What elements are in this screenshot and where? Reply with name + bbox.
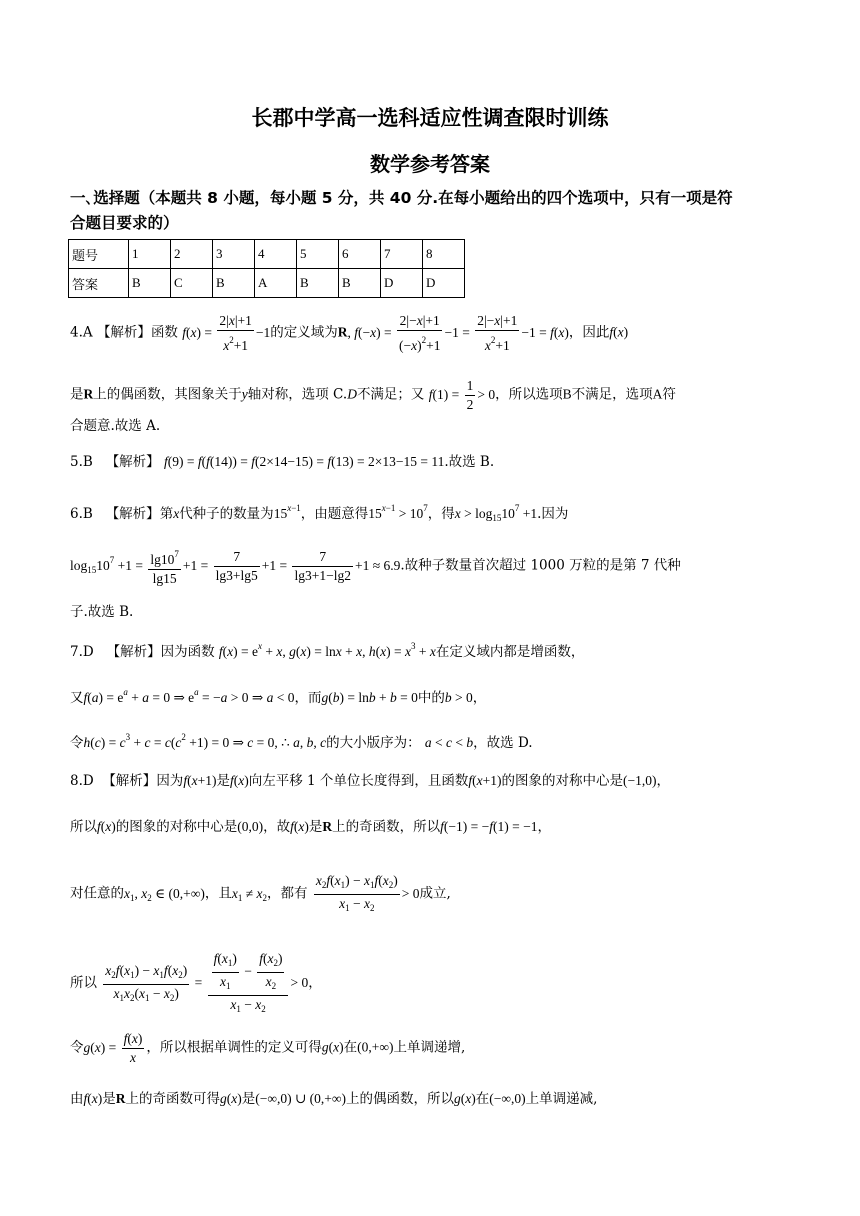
q5-tag: 【解析】 — [105, 454, 160, 470]
q4-text: 轴对称，选项 C. — [247, 386, 348, 403]
q8-text: 所以 — [70, 819, 97, 835]
q7-text: 的大小版序为： — [326, 735, 421, 751]
q8-line1: 8.D 【解析】因为f(x+1)是f(x)向左平移 1 个单位长度得到，且函数f(x+1)的图象的对称中心是(−1,0)， — [70, 773, 670, 789]
q8-text: 的图象的对称中心是 — [115, 819, 238, 835]
q4-text: 不满足；又 — [356, 386, 425, 403]
row-label: 答案 — [69, 269, 129, 298]
fraction: $\frac{2|-x|+1}{x^2+1}$ — [477, 313, 518, 353]
q4-text: 符 — [662, 386, 676, 403]
q6-text: 代种子的数量为 — [179, 506, 274, 522]
q8-text: 上的奇函数可得 — [125, 1091, 221, 1107]
q6-text: ，得 — [427, 506, 455, 522]
q6-text: .故种子数量首次超过 1000 万粒的是第 7 代种 — [400, 557, 681, 574]
table-cell: B — [297, 269, 339, 298]
fraction: $\frac{f(x)}{x}$ — [123, 1031, 143, 1065]
fraction: $\frac{7}{\lg 3+\lg 5}$ — [215, 549, 258, 583]
q8-text: 上单调递增, — [393, 1039, 466, 1056]
table-cell: 7 — [381, 240, 423, 269]
q6-text: 第 — [159, 506, 174, 522]
table-cell: 1 — [129, 240, 171, 269]
q4-tag: 【解析】 — [96, 324, 151, 341]
q8-text: 向左平移 1 个单位长度得到，且函数 — [248, 773, 469, 789]
fraction: $\frac{\lg 10^7}{\lg 15}$ — [148, 545, 181, 588]
q7-tag: 【解析】 — [106, 644, 161, 660]
q4-text: ，因此 — [568, 324, 610, 341]
q6-text: ，由题意得 — [300, 506, 369, 522]
q8-text: ，故 — [263, 819, 291, 835]
q8-line3: 对任意的$x_1$, $x_2$ ∈ (0,+∞)，且$x_1 \ne x_2$，都有 $\frac{x_2f(x_1) - x_1f(x_2)}{x_1 - x_2}$ > 0成立, — [70, 872, 451, 917]
q7-text: 又 — [70, 690, 84, 706]
table-cell: 4 — [255, 240, 297, 269]
q7-text: 令 — [70, 735, 84, 751]
table-cell: 2 — [171, 240, 213, 269]
q4-line3: 合题意.故选 A. — [70, 418, 161, 434]
q6-line1: 6.B 【解析】第x代种子的数量为$15^{x-1}$，由题意得$15^{x-1} > 10^7$，得$x > \log_{15}10^7 +1$.因为 — [70, 503, 569, 523]
fraction: $\frac{x_2f(x_1) - x_1f(x_2)}{x_1 - x_2}$ — [315, 873, 398, 913]
q7-line1: 7.D 【解析】因为函数 $f(x) = e^x + x$, g(x) = lnx + x, $h(x) = x^3 + x$在定义域内都是增函数， — [70, 641, 585, 660]
q8-text: 是 — [102, 1091, 116, 1107]
q7-line3: 令$h(c) = c^3 + c = c(c^2 +1) = 0$ ⇒ c = 0, ∴ a, b, c的大小版序为： a < c < b，故选 D. — [70, 732, 533, 751]
q7-text: 中的 — [417, 690, 445, 706]
q8-text: 成立, — [419, 885, 451, 902]
table-row — [69, 269, 465, 298]
page-title: 长郡中学高一选科适应性调查限时训练 — [251, 106, 609, 130]
q8-text: 上的偶函数，所以 — [346, 1091, 455, 1107]
fraction: $\frac{x_2f(x_1) - x_1f(x_2)}{x_1x_2(x_1 - x_2)}$ — [105, 962, 188, 1003]
q4-text: 的定义域为 — [270, 324, 338, 341]
q7-line2: 又$f(a) = e^a + a = 0$ ⇒ $e^a = -a > 0$ ⇒ a < 0，而g(b) = lnb + b = 0中的b > 0， — [70, 687, 487, 706]
answer-table — [68, 239, 465, 298]
q8-line2: 所以f(x)的图象的对称中心是(0,0)，故f(x)是R上的奇函数，所以f(−1) = −f(1) = −1， — [70, 819, 551, 835]
formula: f(x) = $\frac{2|x|+1}{x^2+1}$ −1 — [182, 313, 271, 353]
q6-tag: 【解析】 — [105, 506, 160, 522]
fraction: $\frac{f(x_1)}{x_1}$ − $\frac{f(x_2)}{x_2}$ $x_1 - x_2$ — [208, 950, 289, 1018]
q8-text: 在 — [343, 1039, 358, 1056]
section-heading — [70, 186, 800, 236]
fraction: $\frac{7}{\lg 3+1-\lg 2}$ — [294, 549, 351, 583]
q4-text: 函数 — [150, 324, 178, 341]
table-cell: 8 — [423, 240, 465, 269]
q7-text: ，故选 D. — [473, 735, 533, 751]
table-cell: B — [339, 269, 381, 298]
fraction: $\frac{1}{2}$ — [466, 378, 474, 412]
q6-label: 6.B — [70, 506, 93, 522]
q8-text: 上单调递减, — [525, 1091, 598, 1107]
q4-text: 是 — [70, 386, 84, 403]
q8-text: 对任意的 — [70, 885, 124, 902]
q4-line2: 是R上的偶函数，其图象关于y轴对称，选项 C.D不满足；又 f(1) = $\frac{1}{2}$ > 0，所以选项B不满足，选项A符 — [70, 378, 676, 412]
q8-text: 上的奇函数，所以 — [332, 819, 441, 835]
section-heading-line1: 一､选择题（本题共 8 小题，每小题 5 分，共 40 分.在每小题给出的四个选项中，只有一项是符 — [70, 189, 733, 207]
q8-line4: 所以 $\frac{x_2f(x_1) - x_1f(x_2)}{x_1x_2(x_1 - x_2)}$ = $\frac{f(x_1)}{x_1}$ − $\frac{f(x_2)}{x_2}$ $x_1 - x_2$ > 0， — [70, 950, 322, 1018]
q5-line: 5.B 【解析】 f(9) = f(f(14)) = f(2×14−15) = f(13) = 2×13−15 = 11.故选 B. — [70, 454, 495, 470]
q4-line1: 4.A 【解析】函数 f(x) = $\frac{2|x|+1}{x^2+1}$ −1的定义域为R, f(−x) = $\frac{2|-x|+1}{(-x)^2+1}$ −1 = $\frac{2|-x|+1}{x^2+1}$ −1 = f(x)，因此f(x) — [70, 313, 629, 353]
page-subtitle: 数学参考答案 — [370, 152, 490, 176]
q4-text: 不满足，选项 — [571, 386, 653, 403]
q4-label: 4.A — [70, 324, 93, 341]
q8-text: 所以 — [70, 975, 97, 992]
table-cell: D — [423, 269, 465, 298]
table-cell: 5 — [297, 240, 339, 269]
section-heading-line2: 合题目要求的） — [70, 214, 179, 232]
q7-text: ，而 — [294, 690, 322, 706]
q5-text: .故选 B. — [444, 454, 495, 470]
q4-text: ，所以选项 — [495, 386, 563, 403]
table-cell: 3 — [213, 240, 255, 269]
q8-line6: 由f(x)是R上的奇函数可得g(x)是(−∞,0) ∪ (0,+∞)上的偶函数，所以g(x)在(−∞,0)上单调递减, — [70, 1091, 598, 1107]
q6-line2: $\log_{15}10^7 +1$ = $\frac{\lg 10^7}{\lg 15}$ +1 = $\frac{7}{\lg 3+\lg 5}$ +1 = $\frac{7}{\lg 3+1-\lg 2}$ +1 ≈ 6.9.故种子数量首次超过 1000 万粒的是第 7 代种 — [70, 545, 681, 588]
q8-text: ，且 — [204, 885, 232, 902]
q6-text: .因为 — [537, 506, 569, 522]
q8-text: 令 — [70, 1039, 84, 1056]
q8-label: 8.D — [70, 773, 94, 789]
table-row — [69, 240, 465, 269]
table-cell: C — [171, 269, 213, 298]
table-cell: A — [255, 269, 297, 298]
q8-tag: 【解析】 — [102, 773, 157, 789]
q4-text: 上的偶函数，其图象关于 — [93, 386, 242, 403]
q8-line5: 令g(x) = $\frac{f(x)}{x}$ ，所以根据单调性的定义可得g(x)在(0,+∞)上单调递增, — [70, 1031, 466, 1065]
table-cell: B — [213, 269, 255, 298]
q6-line3: 子.故选 B. — [70, 604, 134, 620]
q8-text: 的图象的对称中心是 — [501, 773, 623, 789]
q7-text: 因为函数 — [160, 644, 215, 660]
q8-text: 由 — [70, 1091, 84, 1107]
q7-text: 在定义域内都是增函数， — [435, 644, 585, 660]
q8-text: ，所以根据单调性的定义可得 — [146, 1039, 322, 1056]
q7-label: 7.D — [70, 644, 94, 660]
fraction: $\frac{2|-x|+1}{(-x)^2+1}$ — [399, 313, 441, 353]
row-label: 题号 — [69, 240, 129, 269]
q8-text: ，都有 — [267, 885, 308, 902]
table-cell: 6 — [339, 240, 381, 269]
q5-label: 5.B — [70, 454, 93, 470]
table-cell: D — [381, 269, 423, 298]
q8-text: 因为 — [156, 773, 184, 789]
table-cell: B — [129, 269, 171, 298]
q8-text: 是 — [216, 773, 230, 789]
fraction: $\frac{2|x|+1}{x^2+1}$ — [219, 313, 252, 353]
